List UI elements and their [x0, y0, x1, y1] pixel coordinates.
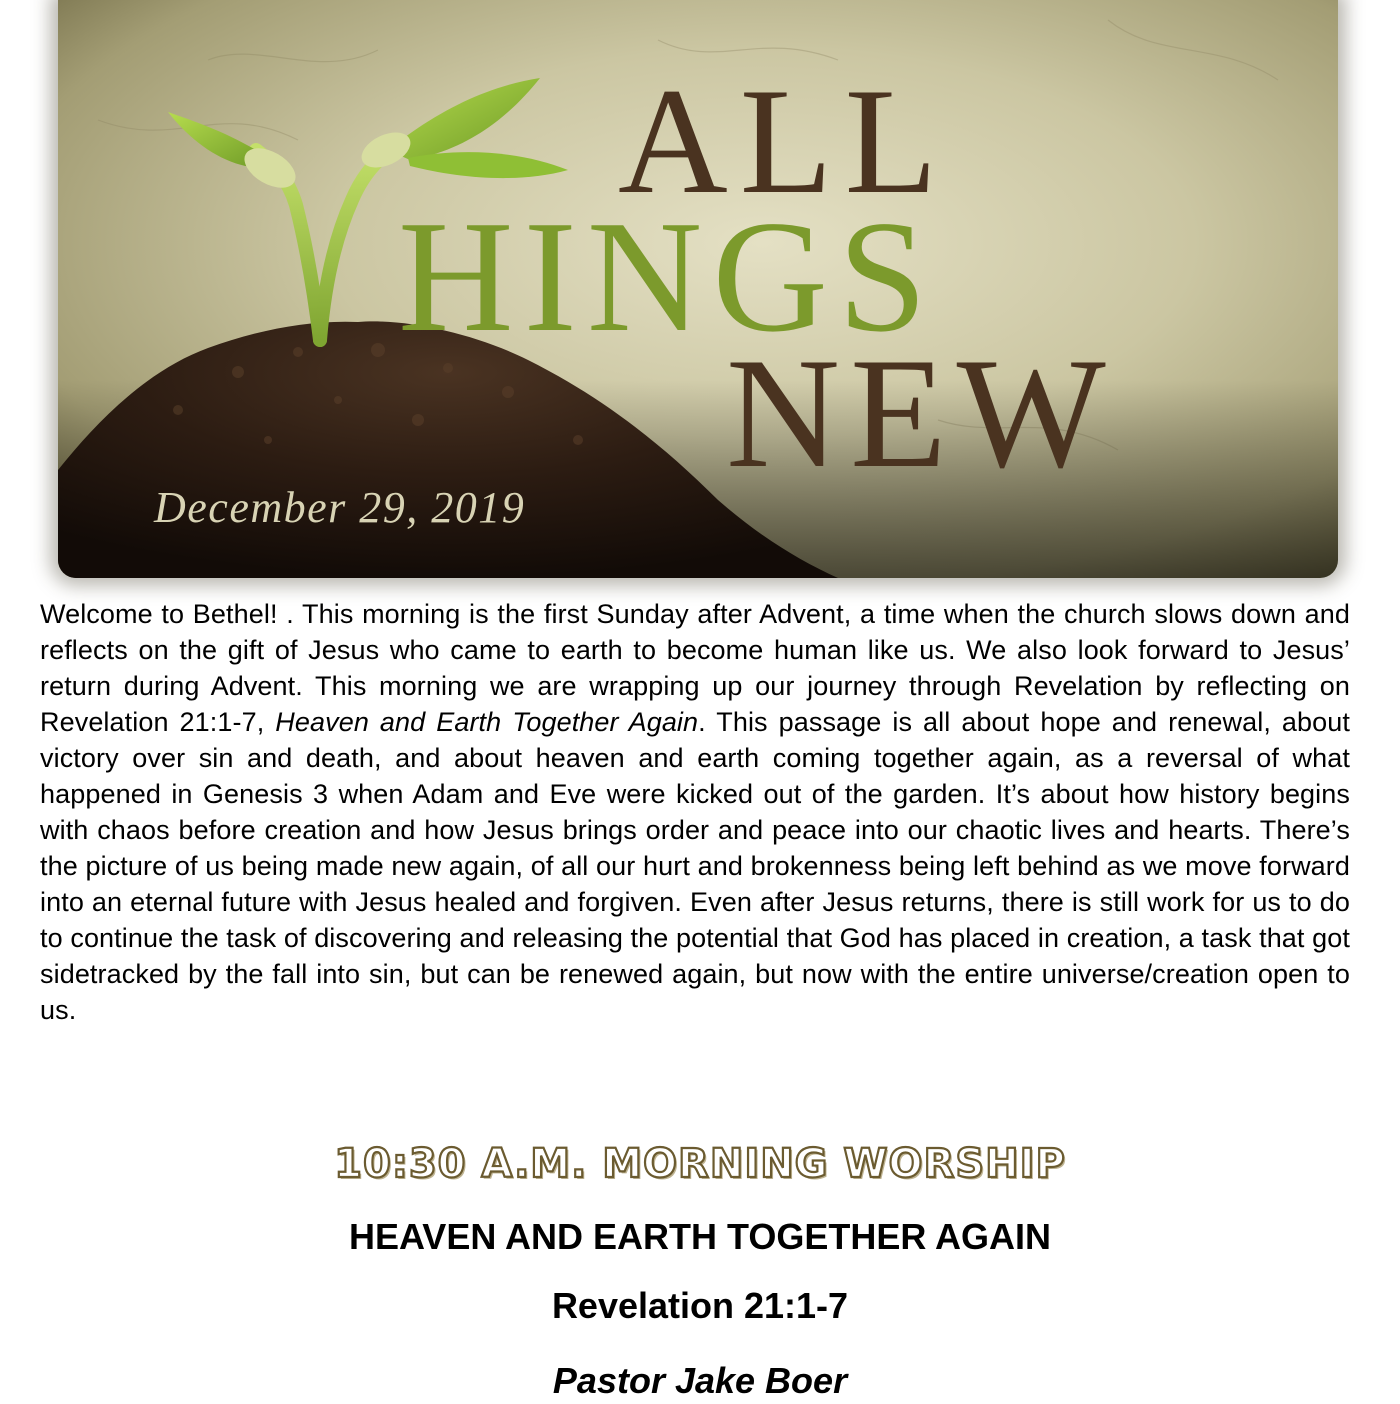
- welcome-text-continued: . This passage is all about hope and renewal, about victory over sin and death, and about heaven and earth coming together again, as a reversal of what happened in Genesis 3 when Adam and Eve were kicked out of the garden. It’s about how history begins with chaos before creation and how Jesus brings order and peace into our chaotic lives and hearts. There’s the picture of us being made new again, of all our hurt and brokenness being left behind as we move forward into an eternal future with Jesus healed and forgiven. Even after Jesus returns, there is still work for us to do to continue the task of discovering and releasing the potential that God has placed in creation, a task that got sidetracked by the fall into sin, but can be renewed again, but now with the entire universe/creation open to us.: [40, 707, 1350, 1025]
- sermon-title-italic: Heaven and Earth Together Again: [275, 707, 699, 737]
- banner-artwork: [58, 0, 1338, 578]
- banner-image: [58, 0, 1338, 578]
- welcome-paragraph: [40, 596, 1350, 1028]
- worship-time-heading: 10:30 A.M. MORNING WORSHIP: [334, 1141, 1066, 1187]
- pastor-name: Pastor Jake Boer: [552, 1360, 848, 1401]
- banner-title-line1: ALL: [618, 57, 950, 225]
- banner-title-line2: HINGS: [398, 187, 937, 365]
- scripture-reference: Revelation 21:1-7: [551, 1285, 849, 1326]
- banner-date: December 29, 2019: [154, 483, 526, 532]
- banner-title-line3: NEW: [726, 326, 1116, 501]
- welcome-text: Welcome to Bethel! . This morning is the first Sunday after Advent, a time when the church slows down and reflects on the gift of Jesus who came to earth to become human like us. We also look forward to Jesus’ return during Advent. This morning we are wrapping up our journey through Revelation by reflecting on Revelation 21:1-7,: [40, 599, 1350, 737]
- sermon-title: HEAVEN AND EARTH TOGETHER AGAIN: [348, 1216, 1052, 1257]
